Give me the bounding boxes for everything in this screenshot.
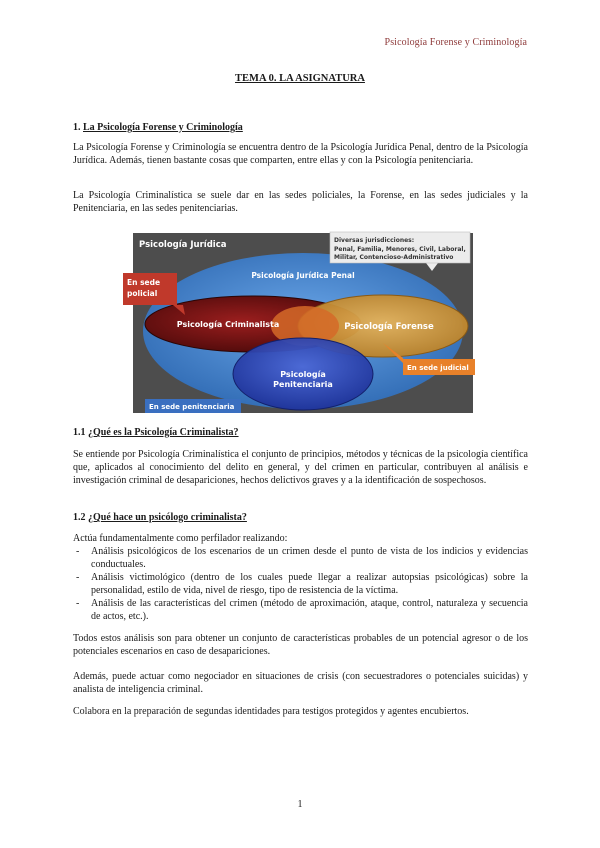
running-header: Psicología Forense y Criminología bbox=[384, 37, 527, 48]
section-1-2-paragraph-3: Colabora en la preparación de segundas identidades para testigos protegidos y agentes encubiertos. bbox=[73, 706, 469, 717]
section-1-1-number: 1.1 bbox=[73, 427, 86, 438]
policial-tag-line-1: En sede bbox=[127, 278, 161, 287]
penitenciaria-label-line-2: Penitenciaria bbox=[273, 380, 333, 389]
section-1-2-paragraph-2: Además, puede actuar como negociador en situaciones de crisis (con secuestradores o potenciales suicidas) y analista de inteligencia criminal. bbox=[73, 671, 528, 695]
outer-label: Psicología Jurídica bbox=[139, 240, 227, 250]
list-item: - Análisis psicológicos de los escenarios de un crimen desde el punto de vista de los indicios y evidencias conductuales. bbox=[73, 545, 528, 571]
criminalista-label: Psicología Criminalista bbox=[176, 320, 280, 329]
list-item: - Análisis victimológico (dentro de los cuales puede llegar a realizar autopsias psicológicas) sobre la personalidad, estilo de vida, nivel de riesgo, tipo de resistencia de la víctima. bbox=[73, 571, 528, 597]
section-1-number: 1. bbox=[73, 122, 81, 133]
section-1-2-heading bbox=[73, 511, 528, 524]
psychology-areas-diagram bbox=[127, 233, 473, 413]
profiler-task-list bbox=[73, 545, 528, 623]
section-1-1-paragraph: Se entiende por Psicología Criminalística el conjunto de principios, métodos y técnicas de la psicología científica que, aplicados al conocimiento del delito en general, y del crimen en particular, contribuyen al análisis e investigación criminal de desapariciones, hechos delictivos graves y a la identificación de sospechosos. bbox=[73, 449, 528, 486]
judicial-tag-label: En sede judicial bbox=[407, 364, 469, 372]
forense-label: Psicología Forense bbox=[344, 322, 434, 332]
document-title: TEMA 0. LA ASIGNATURA bbox=[235, 73, 365, 84]
section-1-2-paragraph-1: Todos estos análisis son para obtener un conjunto de características probables de un potencial agresor o de los potenciales escenarios en caso de desapariciones. bbox=[73, 633, 528, 657]
section-1-paragraph-1: La Psicología Forense y Criminología se encuentra dentro de la Psicología Jurídica Penal, dentro de la Psicología Jurídica. Además, tienen bastante cosas que comparten, entre ellas y con la Psicología penitenciaria. bbox=[73, 142, 528, 166]
section-1-2-title: ¿Qué hace un psicólogo criminalista? bbox=[88, 512, 247, 523]
page-number: 1 bbox=[297, 799, 303, 810]
section-1-heading bbox=[73, 121, 528, 134]
section-1-paragraph-2: La Psicología Criminalística se suele dar en las sedes policiales, la Forense, en las sedes judiciales y la Penitenciaria, en las sedes penitenciarias. bbox=[73, 190, 528, 214]
list-item: - Análisis de las características del crimen (método de aproximación, ataque, control, naturaleza y secuencia de actos, etc.). bbox=[73, 597, 528, 623]
section-1-title: La Psicología Forense y Criminología bbox=[83, 122, 243, 133]
section-1-1-heading bbox=[73, 426, 528, 439]
penitenciaria-sede-tag-label: En sede penitenciaria bbox=[149, 403, 235, 411]
section-1-2-number: 1.2 bbox=[73, 512, 86, 523]
callout-line-2: Militar, Contencioso-Administrativo bbox=[334, 254, 454, 261]
callout-title: Diversas jurisdicciones: bbox=[334, 237, 415, 244]
penitenciaria-label-line-1: Psicología bbox=[280, 370, 326, 379]
section-1-2-intro: Actúa fundamentalmente como perfilador realizando: bbox=[73, 533, 288, 544]
policial-tag-line-2: policial bbox=[127, 289, 158, 298]
callout-line-1: Penal, Familia, Menores, Civil, Laboral, bbox=[334, 246, 466, 253]
penal-label: Psicología Jurídica Penal bbox=[251, 271, 355, 280]
section-1-1-title: ¿Qué es la Psicología Criminalista? bbox=[88, 427, 239, 438]
